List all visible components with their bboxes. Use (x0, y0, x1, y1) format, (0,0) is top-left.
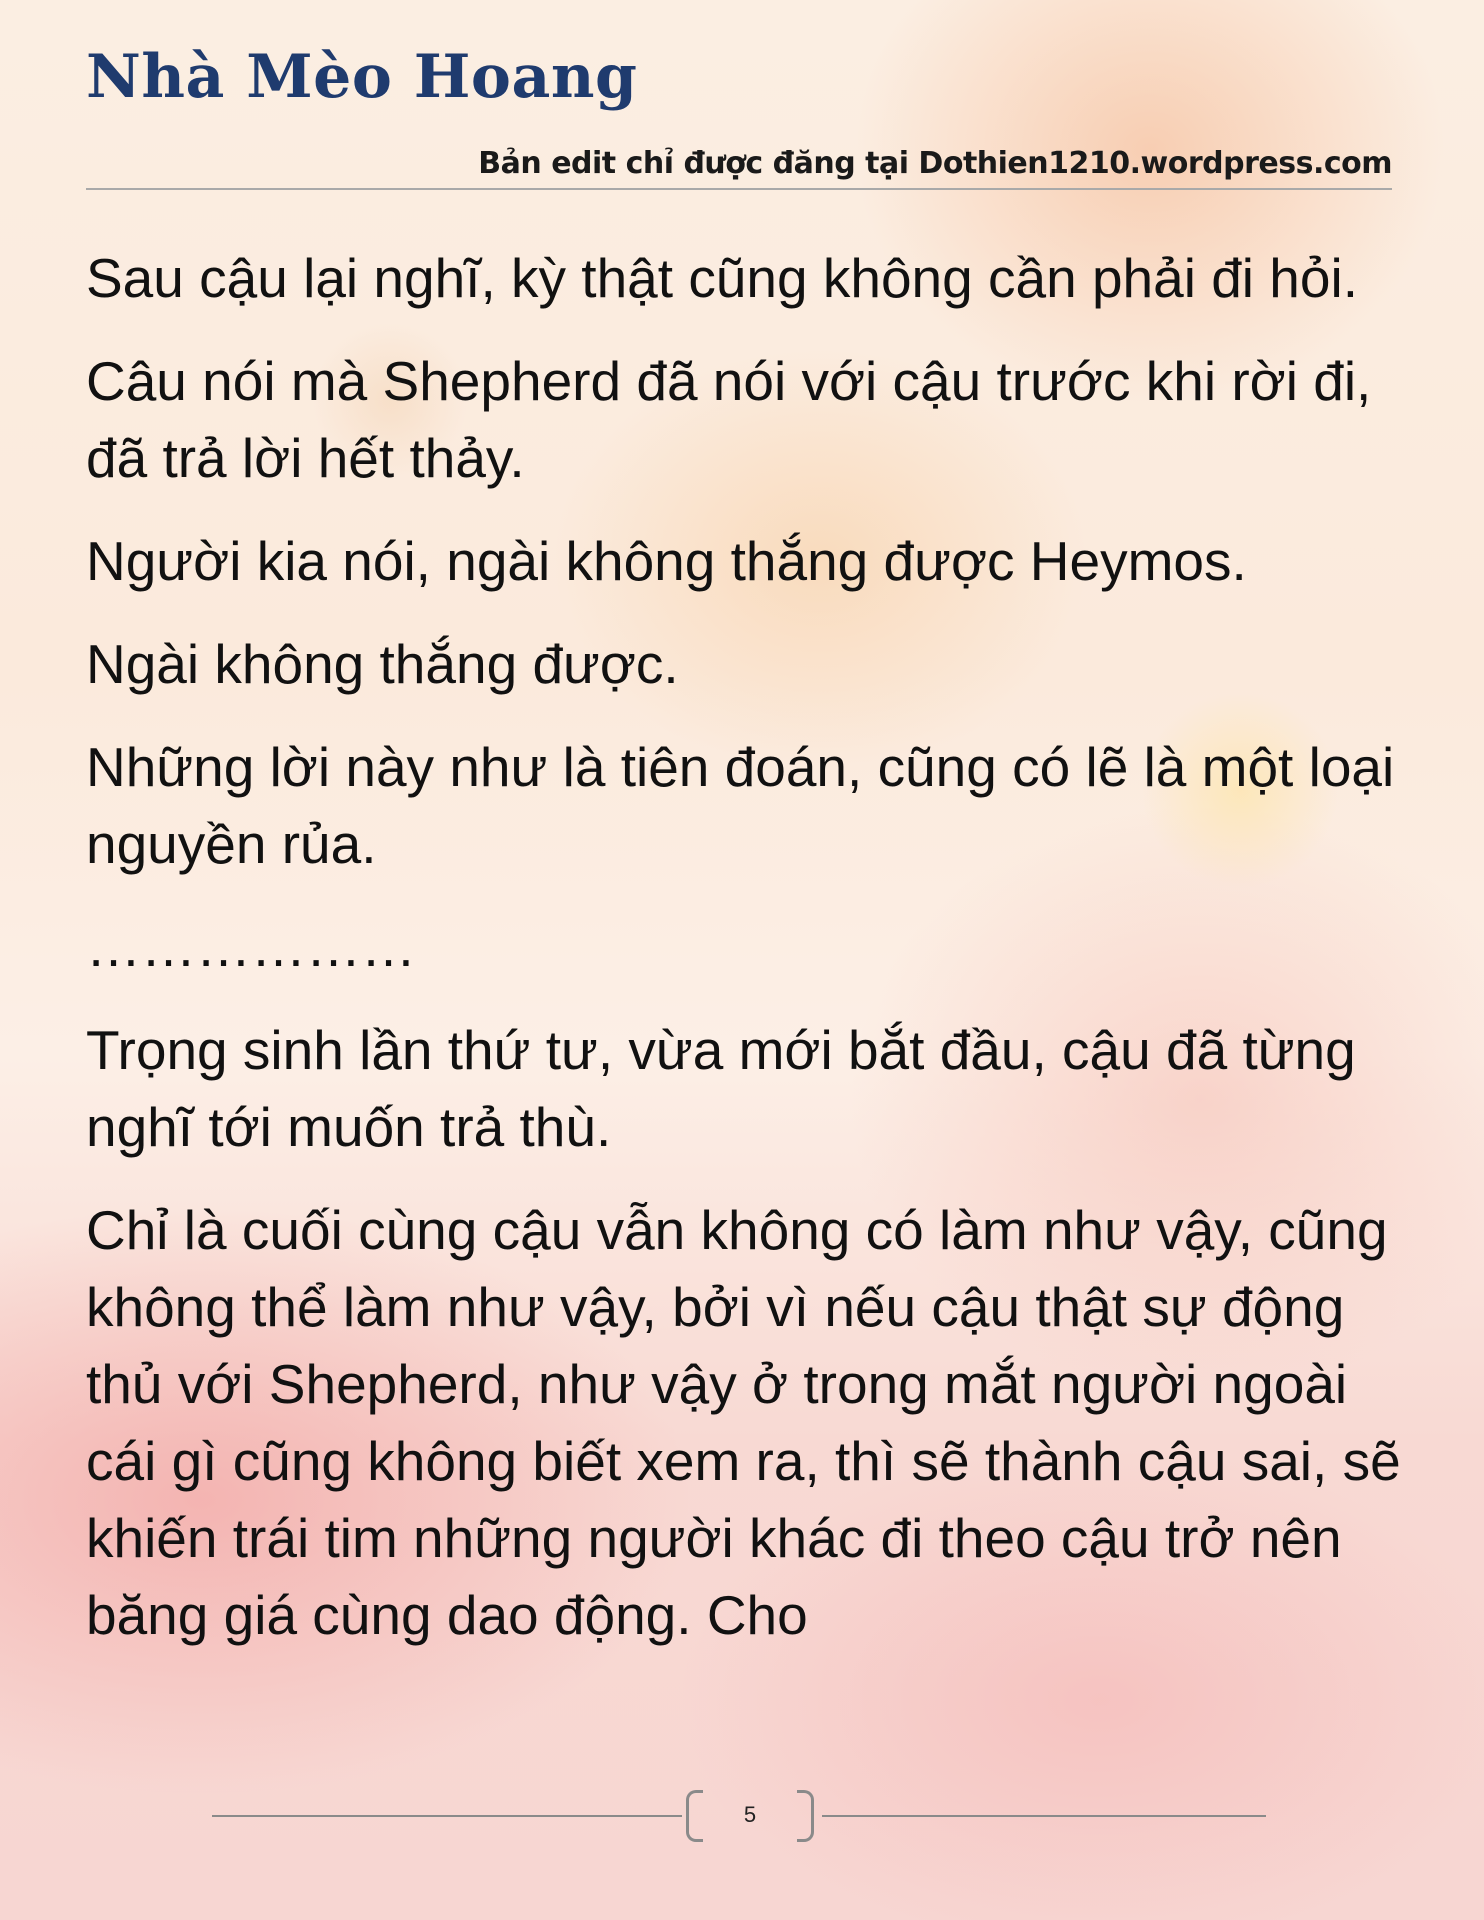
paragraph: Sau cậu lại nghĩ, kỳ thật cũng không cần phải đi hỏi. (86, 247, 1358, 309)
footer-rule-left (212, 1815, 682, 1817)
paragraph: Chỉ là cuối cùng cậu vẫn không có làm như vậy, cũng không thể làm như vậy, bởi vì nếu cậu thật sự động thủ với Shepherd, như vậy ở trong mắt người ngoài cái gì cũng không biết xem ra, thì sẽ thành cậu sai, sẽ khiến trái tim những người khác đi theo cậu trở nên băng giá cùng dao động. Cho (86, 1199, 1401, 1646)
scene-break: ……………… (86, 916, 416, 978)
footer-rule-right (822, 1815, 1266, 1817)
page-number: 5 (743, 1802, 757, 1827)
header-credit: Bản edit chỉ được đăng tại Dothien1210.wordpress.com (478, 146, 1392, 181)
paragraph: Người kia nói, ngài không thắng được Heymos. (86, 530, 1247, 592)
right-bracket-icon (797, 1790, 814, 1842)
left-bracket-icon (686, 1790, 703, 1842)
paragraph: Câu nói mà Shepherd đã nói với cậu trước khi rời đi, đã trả lời hết thảy. (86, 350, 1372, 489)
header-divider (86, 188, 1392, 190)
header-title: Nhà Mèo Hoang (86, 42, 638, 112)
paragraph: Ngài không thắng được. (86, 633, 679, 695)
page-number-box (686, 1790, 814, 1840)
paragraph: Những lời này như là tiên đoán, cũng có lẽ là một loại nguyền rủa. (86, 736, 1395, 875)
paragraph: Trọng sinh lần thứ tư, vừa mới bắt đầu, cậu đã từng nghĩ tới muốn trả thù. (86, 1019, 1356, 1158)
body-text (86, 240, 1406, 1680)
